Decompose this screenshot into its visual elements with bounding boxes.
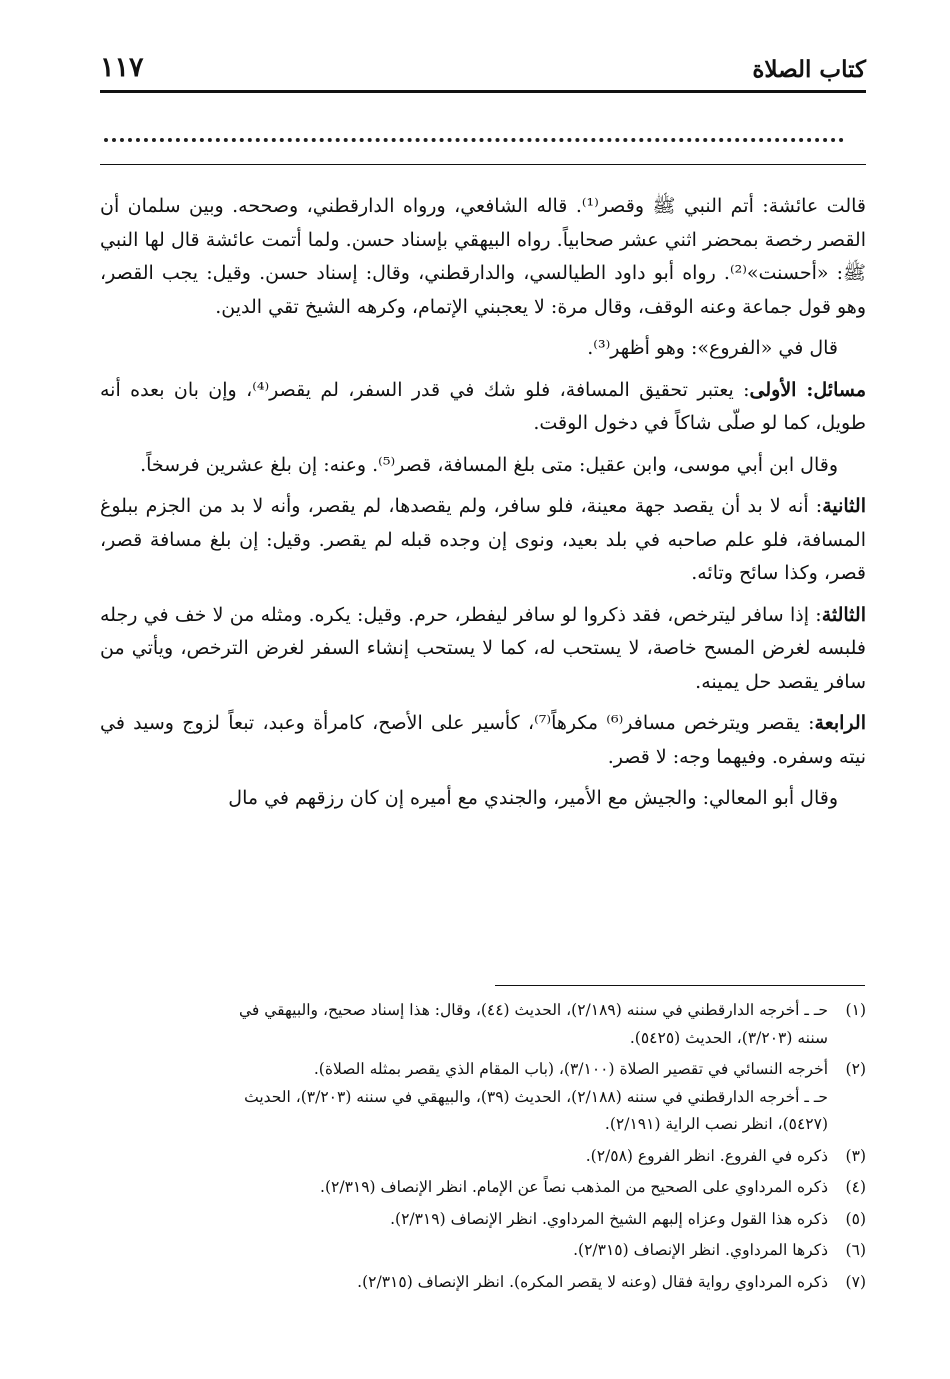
footnote-1: [92, 997, 866, 1052]
footnote-text: (٥٤٢٧)، انظر نصب الراية (٢/١٩١).: [604, 1115, 828, 1133]
footnote-text: ذكره في الفروع. انظر الفروع (٢/٥٨).: [585, 1146, 828, 1165]
footnote-number: (٤): [845, 1178, 866, 1196]
footnote-number: (٧): [845, 1272, 866, 1291]
footnote-number: (٢): [845, 1060, 866, 1078]
footnote-number: (٦): [845, 1241, 866, 1259]
main-text: [100, 190, 866, 824]
paragraph-6-text: : إذا سافر ليترخص، فقد ذكروا لو سافر ليفطر، حرم. وقيل: يكره. ومثله من لا خف في رجله فلبسه لغرض المسح خاصة، لا يستحب له، كما لا يستحب إنشاء السفر لغرض الترخص، ويأتي من سافر يقصد حل يمينه.: [100, 603, 866, 693]
footnotes: [92, 997, 866, 1300]
paragraph-3: [100, 374, 866, 441]
footnote-5: [92, 1206, 866, 1234]
footnote-6: [92, 1237, 866, 1265]
book-title: كتاب الصلاة: [752, 56, 866, 83]
paragraph-3-lead: مسائل: الأولى: [749, 378, 866, 401]
footnote-text: ذكرها المرداوي. انظر الإنصاف (٢/٣١٥).: [573, 1241, 828, 1259]
footnote-text: حـ ـ أخرجه الدارقطني في سننه (٢/١٨٨)، الحديث (٣٩)، والبيهقي في سننه (٣/٢٠٣)، الحديث: [244, 1087, 828, 1106]
dotted-separator: [104, 138, 844, 142]
paragraph-7-lead: الرابعة: [814, 712, 866, 734]
footnote-number: (١): [845, 1001, 866, 1019]
footnote-rule: [495, 985, 865, 986]
paragraph-4: وقال ابن أبي موسى، وابن عقيل: متى بلغ المسافة، قصر⁽⁵⁾. وعنه: إن بلغ عشرين فرسخاً.: [140, 453, 838, 476]
paragraph-8: وقال أبو المعالي: والجيش مع الأمير، والجندي مع أميره إن كان رزقهم في مال: [228, 787, 838, 809]
paragraph-5-lead: الثانية: [822, 495, 866, 517]
footnote-3: [92, 1143, 866, 1171]
page-number: ١١٧: [100, 52, 144, 83]
header-rule: [100, 90, 866, 93]
text-top-rule: [100, 164, 866, 165]
paragraph-6: [100, 599, 866, 700]
footnote-7: [92, 1269, 866, 1297]
footnote-number: (٥): [845, 1209, 866, 1228]
footnote-text: ذكره المرداوي على الصحيح من المذهب نصاً عن الإمام. انظر الإنصاف (٢/٣١٩).: [320, 1178, 828, 1196]
footnote-number: (٣): [845, 1146, 866, 1165]
paragraph-5: [100, 490, 866, 591]
paragraph-7-text: : يقصر ويترخص مسافر⁽⁶⁾ مكرهاً⁽⁷⁾، كأسير على الأصح، كامرأة وعبد، تبعاً لزوج وسيد في نيته وسفره. وفيهما وجه: لا قصر.: [100, 712, 866, 768]
paragraph-6-lead: الثالثة: [821, 603, 866, 626]
footnote-4: [92, 1174, 866, 1202]
footnote-text: ذكره المرداوي رواية فقال (وعنه لا يقصر المكره). انظر الإنصاف (٢/٣١٥).: [357, 1272, 828, 1291]
paragraph-3-text: : يعتبر تحقيق المسافة، فلو شك في قدر السفر، لم يقصر⁽⁴⁾، وإن بان بعده أنه طويل، كما لو صلّى شاكاً في دخول الوقت.: [100, 378, 866, 434]
footnote-text: ذكره هذا القول وعزاه إلبهم الشيخ المرداوي. انظر الإنصاف (٢/٣١٩).: [390, 1209, 828, 1228]
paragraph-7: [100, 707, 866, 774]
paragraph-5-text: : أنه لا بد أن يقصد جهة معينة، فلو سافر، ولم يقصدها، لم يقصر، وأنه لا بد من الجزم ببلوغ المسافة، فلو علم صاحبه في بلد بعيد، ونوى إن وجده قبله لم يقصر. وقيل: إن بلغ مسافة قصر، قصر، وكذا سائح وتائه.: [100, 495, 866, 584]
paragraph-1: قالت عائشة: أتم النبي ﷺ وقصر⁽¹⁾. قاله الشافعي، ورواه الدارقطني، وصححه. وبين سلمان أن القصر رخصة بمحضر اثني عشر صحابياً. رواه البيهقي بإسناد حسن. ولما أتمت عائشة قال لها النبي ﷺ: «أحسنت»⁽²⁾. رواه أبو داود الطيالسي، والدارقطني، وقال: إسناد حسن. وقيل: يجب القصر، وهو قول جماعة وعنه الوقف، وقال مرة: لا يعجبني الإتمام، وكرهه الشيخ تقي الدين.: [100, 195, 866, 318]
footnote-text: سننه (٣/٢٠٣)، الحديث (٥٤٢٥).: [629, 1028, 828, 1047]
footnote-text: حـ ـ أخرجه الدارقطني في سننه (٢/١٨٩)، الحديث (٤٤)، وقال: هذا إسناد صحيح، والبيهقي في: [239, 1001, 828, 1019]
footnote-2: [92, 1056, 866, 1139]
paragraph-2: قال في «الفروع»: وهو أظهر⁽³⁾.: [587, 337, 838, 359]
footnote-text: أخرجه النسائي في تقصير الصلاة (٣/١٠٠)، (باب المقام الذي يقصر بمثله الصلاة).: [313, 1060, 828, 1078]
running-header: [100, 52, 866, 92]
